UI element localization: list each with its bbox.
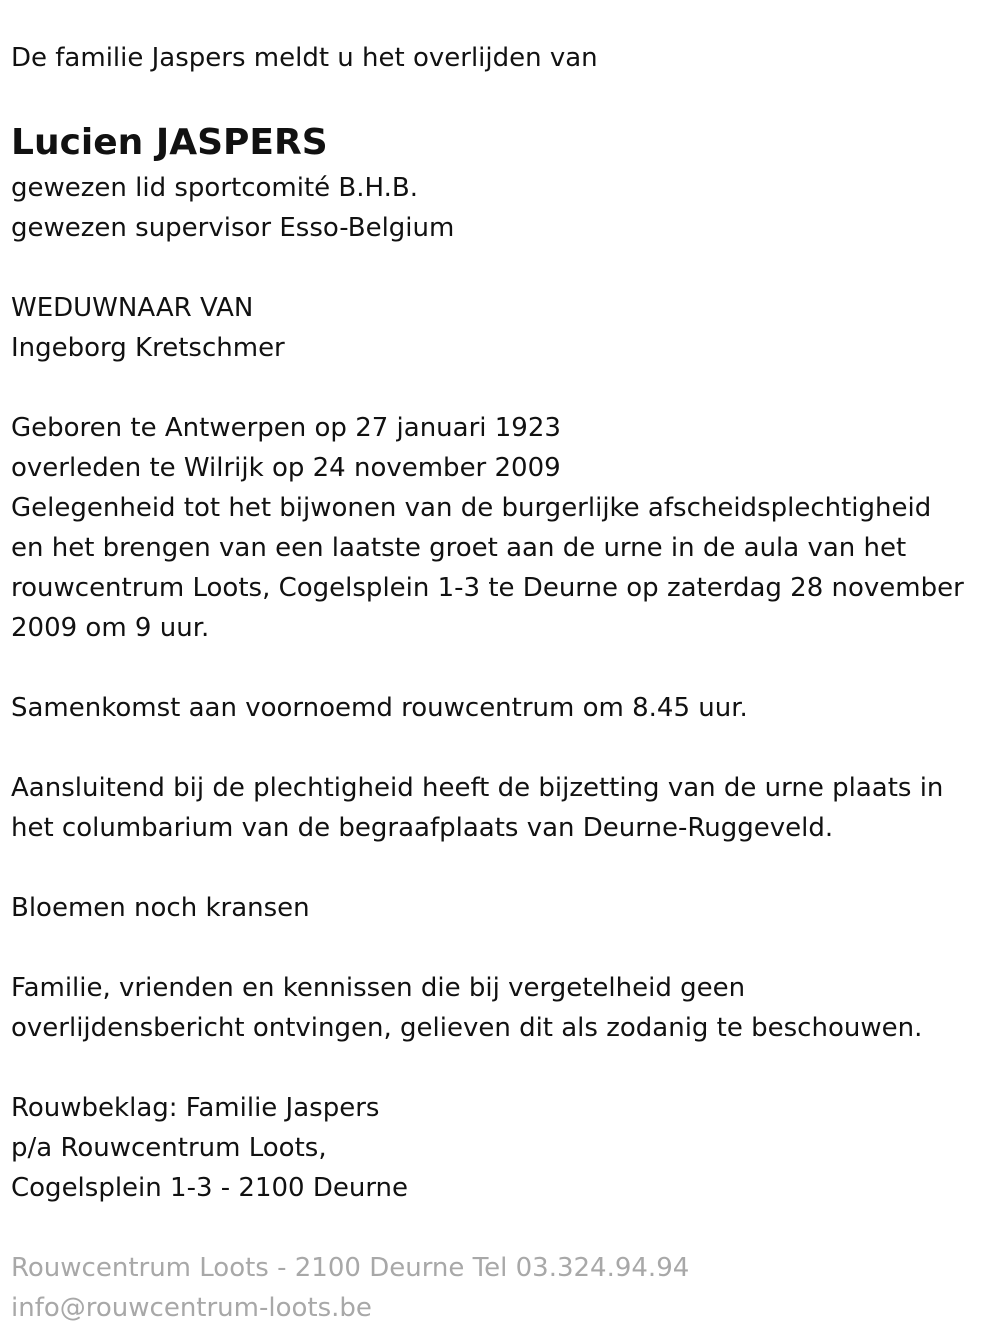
notice-paragraph bbox=[11, 968, 989, 1048]
birth-line: Geboren te Antwerpen op 27 januari 1923 bbox=[11, 413, 561, 443]
spacer bbox=[11, 1048, 989, 1088]
footer-email: info@rouwcentrum-loots.be bbox=[11, 1293, 372, 1323]
spacer bbox=[11, 928, 989, 968]
intro-text: De familie Jaspers meldt u het overlijden van bbox=[11, 43, 598, 73]
gathering-line: Samenkomst aan voornoemd rouwcentrum om 8.45 uur. bbox=[11, 693, 748, 723]
spouse-name: Ingeborg Kretschmer bbox=[11, 333, 285, 363]
spacer bbox=[11, 1208, 989, 1248]
condolences-block bbox=[11, 1088, 989, 1208]
footer bbox=[11, 1248, 989, 1328]
flowers-line: Bloemen noch kransen bbox=[11, 893, 310, 923]
spacer bbox=[11, 368, 989, 408]
interment-paragraph bbox=[11, 768, 989, 848]
ceremony-line: Gelegenheid tot het bijwonen van de burgerlijke afscheidsplechtigheid bbox=[11, 493, 932, 523]
condolences-line: p/a Rouwcentrum Loots, bbox=[11, 1133, 327, 1163]
spacer bbox=[11, 848, 989, 888]
ceremony-line: en het brengen van een laatste groet aan de urne in de aula van het bbox=[11, 533, 907, 563]
footer-contact: Rouwcentrum Loots - 2100 Deurne Tel 03.324.94.94 bbox=[11, 1253, 690, 1283]
spacer bbox=[11, 728, 989, 768]
interment-line: het columbarium van de begraafplaats van Deurne-Ruggeveld. bbox=[11, 813, 834, 843]
condolences-line: Cogelsplein 1-3 - 2100 Deurne bbox=[11, 1173, 409, 1203]
notice-line: Familie, vrienden en kennissen die bij vergetelheid geen bbox=[11, 973, 746, 1003]
spacer bbox=[11, 648, 989, 688]
notice-line: overlijdensbericht ontvingen, gelieven dit als zodanig te beschouwen. bbox=[11, 1013, 923, 1043]
role-line: gewezen supervisor Esso-Belgium bbox=[11, 213, 455, 243]
widower-label: WEDUWNAAR VAN bbox=[11, 293, 254, 323]
deceased-name: Lucien JASPERS bbox=[11, 122, 328, 163]
ceremony-line: 2009 om 9 uur. bbox=[11, 613, 210, 643]
condolences-line: Rouwbeklag: Familie Jaspers bbox=[11, 1093, 380, 1123]
death-line: overleden te Wilrijk op 24 november 2009 bbox=[11, 453, 561, 483]
ceremony-paragraph bbox=[11, 488, 989, 648]
spacer bbox=[11, 78, 989, 118]
ceremony-line: rouwcentrum Loots, Cogelsplein 1-3 te Deurne op zaterdag 28 november bbox=[11, 573, 964, 603]
interment-line: Aansluitend bij de plechtigheid heeft de bijzetting van de urne plaats in bbox=[11, 773, 944, 803]
role-line: gewezen lid sportcomité B.H.B. bbox=[11, 173, 418, 203]
spacer bbox=[11, 248, 989, 288]
